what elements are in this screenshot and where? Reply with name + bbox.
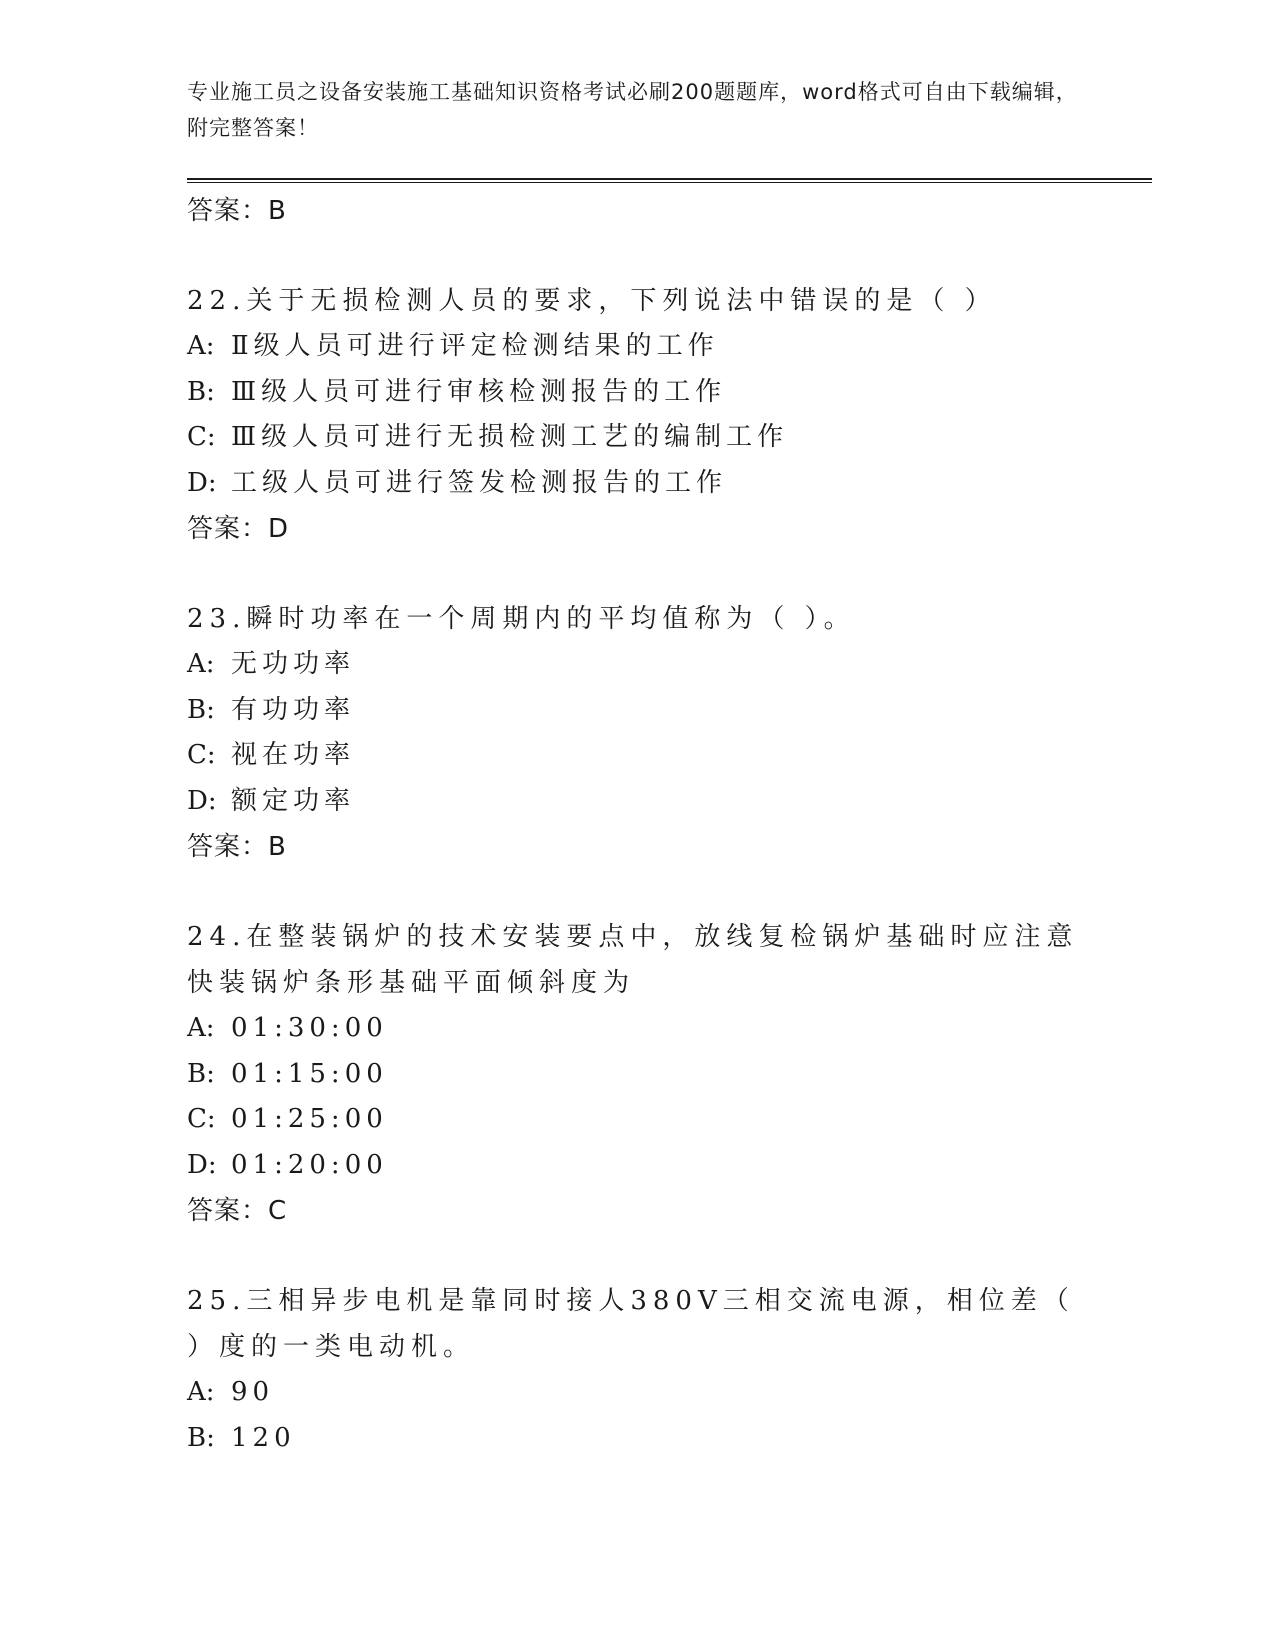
option-text: 有功功率	[231, 694, 356, 725]
option-letter: B:	[187, 1422, 215, 1453]
option-item	[187, 461, 1107, 507]
option-letter: D:	[187, 785, 217, 816]
question-block	[187, 596, 1107, 870]
option-text: 工级人员可进行签发检测报告的工作	[231, 467, 728, 498]
answer-line: 答案：C	[187, 1196, 288, 1226]
option-text: 01:15:00	[231, 1058, 388, 1089]
option-text: Ⅱ级人员可进行评定检测结果的工作	[231, 331, 719, 361]
header-divider-thick	[187, 178, 1152, 180]
option-text: Ⅲ级人员可进行无损检测工艺的编制工作	[231, 422, 789, 452]
option-letter: B:	[187, 376, 215, 407]
option-item	[187, 1097, 1107, 1143]
option-item	[187, 1143, 1107, 1189]
answer-line: 答案：B	[187, 832, 287, 862]
option-letter: D:	[187, 1149, 217, 1180]
option-letter: D:	[187, 467, 217, 498]
option-letter: A:	[187, 1377, 215, 1407]
option-text: 120	[231, 1422, 296, 1453]
option-item	[187, 733, 1107, 779]
option-item	[187, 415, 1107, 461]
option-item	[187, 1416, 1107, 1462]
option-item	[187, 688, 1107, 734]
question-block	[187, 1278, 1107, 1461]
option-item	[187, 779, 1107, 825]
option-letter: A:	[187, 331, 215, 361]
option-text: 额定功率	[231, 785, 356, 816]
option-letter: B:	[187, 1058, 215, 1089]
option-item	[187, 1052, 1107, 1098]
question-stem: 24.在整装锅炉的技术安装要点中，放线复检锅炉基础时应注意快装锅炉条形基础平面倾斜度为	[187, 922, 1079, 998]
option-letter: C:	[187, 1104, 216, 1134]
question-stem: 23.瞬时功率在一个周期内的平均值称为（ ）。	[187, 604, 856, 634]
question-block	[187, 914, 1107, 1234]
question-stem: 25.三相异步电机是靠同时接人380V三相交流电源，相位差（ ）度的一类电动机。	[187, 1286, 1075, 1362]
option-text: 01:30:00	[231, 1013, 388, 1043]
option-letter: A:	[187, 649, 215, 679]
answer-line: 答案：D	[187, 514, 290, 544]
option-letter: C:	[187, 422, 216, 452]
option-item	[187, 1006, 1107, 1052]
option-item	[187, 1370, 1107, 1416]
option-item	[187, 370, 1107, 416]
option-letter: B:	[187, 694, 215, 725]
option-item	[187, 324, 1107, 370]
document-header-title: 专业施工员之设备安装施工基础知识资格考试必刷200题题库，word格式可自由下载编辑，附完整答案！	[187, 80, 1078, 140]
option-letter: C:	[187, 740, 216, 770]
option-text: 无功功率	[231, 649, 356, 679]
option-text: 01:25:00	[231, 1104, 388, 1134]
option-letter: A:	[187, 1013, 215, 1043]
question-stem: 22.关于无损检测人员的要求，下列说法中错误的是（ ）	[187, 286, 997, 316]
option-text: 01:20:00	[231, 1149, 388, 1180]
header-divider-thin	[187, 182, 1152, 183]
option-text: Ⅲ级人员可进行审核检测报告的工作	[231, 376, 727, 407]
option-text: 90	[231, 1377, 275, 1407]
option-text: 视在功率	[231, 740, 356, 770]
answer-line: 答案：B	[187, 196, 287, 226]
question-list	[187, 188, 1107, 1461]
question-block	[187, 278, 1107, 552]
option-item	[187, 642, 1107, 688]
